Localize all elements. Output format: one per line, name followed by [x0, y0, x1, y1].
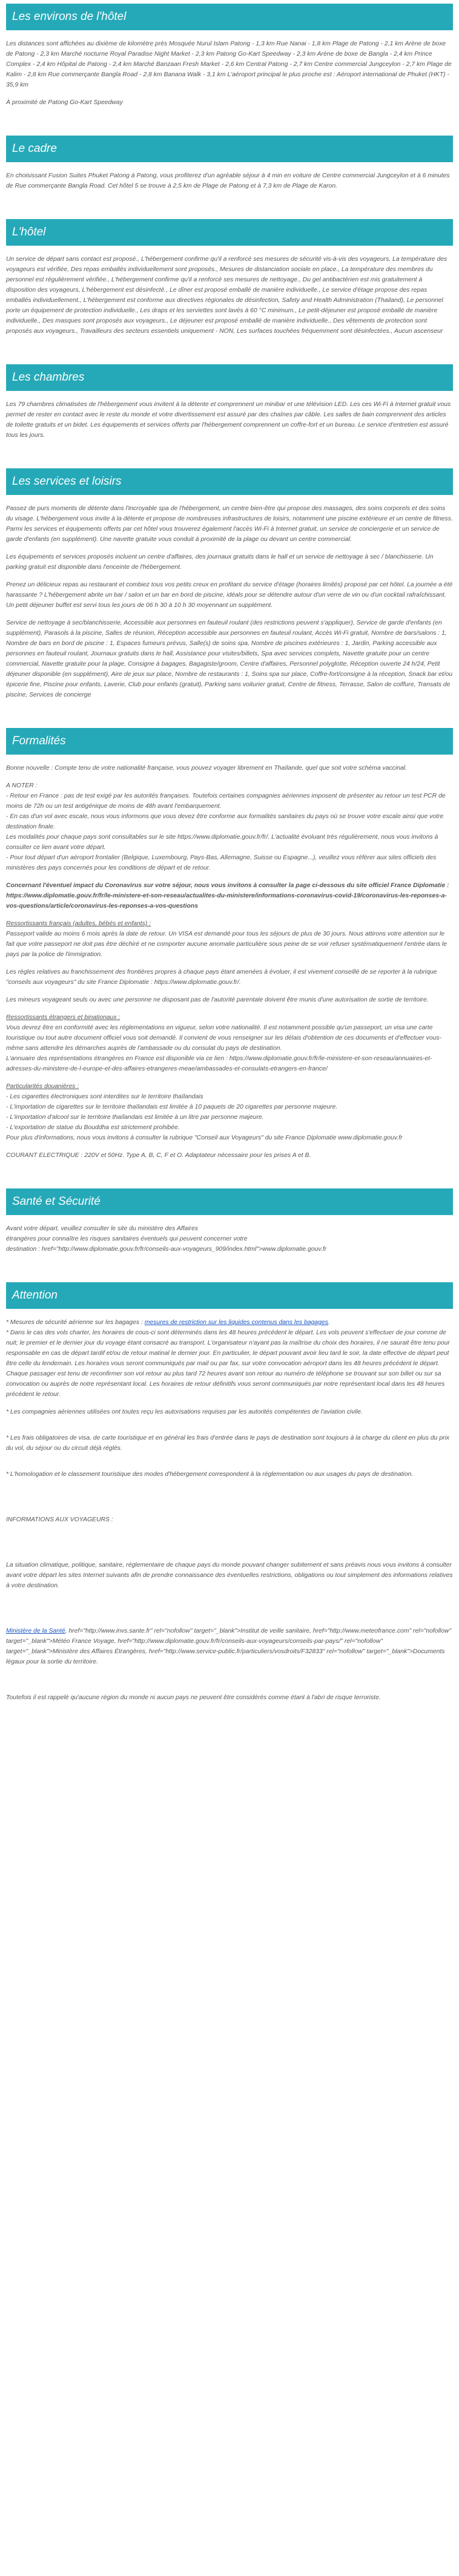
formalites-text — [6, 763, 453, 1161]
formalites-ressortissants-head: Ressortissants français (adultes, bébés et enfants) : — [6, 920, 151, 927]
attention-situation: La situation climatique, politique, sanitaire, réglementaire de chaque pays du monde pouvant changer subitement et sans préavis nous vous invitons à consulter avant votre départ les sites Internet suivants afin de prendre connaissance des éventuelles restrictions, obligations ou tout simplement des informations relatives à votre destination. — [6, 1562, 453, 1589]
section-header-cadre: Le cadre — [6, 136, 453, 162]
formalites-etrangers-head: Ressortissants étrangers et binationaux : — [6, 1014, 121, 1021]
section-header-environs: Les environs de l'hôtel — [6, 4, 453, 30]
chambres-text — [6, 399, 453, 441]
environs-proximity: À proximité de Patong Go-Kart Speedway — [6, 99, 123, 106]
section-header-formalites: Formalités — [6, 728, 453, 755]
chambres-paragraph: Les 79 chambres climatisées de l'hébergement vous invitent à la détente et comprennent un minibar et une télévision LED. Les ces Wi-Fi à Internet gratuit vous permet de rester en contact avec le reste du monde et votre divertissement est assuré par des chaînes par câble. Les salles de bain comprennent des articles de toilette gratuits et un bidet. Les équipements et services offerts par l'hébergement comprennent un coffre-fort et un bureau. Le service d'entretien est assuré tous les jours. — [6, 401, 451, 439]
formalites-douane-line: - L'importation de cigarettes sur le territoire thaïlandais est limitée à 10 paquets de 20 cigarettes par personne majeure. — [6, 1104, 338, 1110]
formalites-note — [6, 781, 453, 873]
sante-text — [6, 1224, 453, 1254]
sante-line: Avant votre départ, veuillez consulter le site du ministère des Affaires — [6, 1225, 199, 1232]
services-paragraph-1: Passez de purs moments de détente dans l'incroyable spa de l'hébergement, un centre bien-être qui propose des massages, des soins corporels et des soins du visage. L'hébergement vous invite à la détente et propose de nombreuses infrastructures de loisirs, notamment une piscine extérieure et un centre de fitness. Parmi les services et équipements offerts par cet hôtel vous trouverez également l'accès Wi-Fi à Internet gratuit, un service de conciergerie et un service de garde d'enfants (en supplément). Une navette gratuite vous conduit à proximité de la plage ou devant un centre commercial. — [6, 505, 453, 543]
liquids-restriction-link[interactable]: mesures de restriction sur les liquides contenus dans les bagages — [144, 1319, 328, 1326]
cadre-paragraph: En choisissant Fusion Suites Phuket Patong à Patong, vous profiterez d'un agréable séjour à 4 min en voiture de Centre commercial Jungceylon et à 6 minutes de Rue commerçante Bangla Road. Cet hôtel 5 se trouve à 2,5 km de Plage de Patong et à 7,3 km de Plage de Karon. — [6, 172, 450, 189]
attention-links — [6, 1626, 453, 1667]
attention-paragraph-1 — [6, 1317, 453, 1328]
formalites-douane — [6, 1081, 453, 1143]
formalites-note-line: - Retour en France : pas de test exigé par les autorités françaises. Toutefois certaines compagnies aériennes imposent de présenter au retour un test PCR de moins de 72h ou un test antigénique de moins de 48h avant l'embarquement. — [6, 793, 446, 810]
formalites-coronavirus: Concernant l'éventuel impact du Coronavirus sur votre séjour, nous vous invitons à consulter la page ci-dessous du site officiel France Diplomatie : https://www.diplomatie.gouv.fr/fr/le-ministere-et-son-reseau/actualites-du-ministere/informations-coronavirus-covid-19/coronavirus-les-reponses-a-vos-questions/article/coronavirus-les-reponses-a-vos-questions — [6, 882, 449, 909]
section-header-attention: Attention — [6, 1282, 453, 1309]
hotel-paragraph: Un service de départ sans contact est proposé., L'hébergement confirme qu'il a renforcé ses mesures de sécurité vis-à-vis des voyageurs, La température des voyageurs est vérifiée, Des repas emballés individuellement sont proposés., Mesures de distanciation sociale en place., La température des membres du personnel est régulièrement vérifiée., L'hébergement confirme qu'il a renforcé ses mesures de nettoyage., Du gel antibactérien est mis gratuitement à disposition des voyageurs, L'hébergement est désinfecté., Le dîner est proposé emballé de manière individuelle., Le service d'étage propose des repas emballés individuellement., L'hébergement est conforme aux directives régionales de désinfection, Safety and Health Administration (Thailand), Le personnel porte un équipement de protection individuelle., Les draps et les serviettes sont lavés à 60 °C minimum., Le petit-déjeuner est proposé emballé de manière individuelle., Des masques sont proposés aux voyageurs., Le déjeuner est proposé emballé de manière individuelle., Des vêtements de protection sont proposés aux voyageurs., Travailleurs des secteurs essentiels uniquement - NON, Les surfaces touchées fréquemment sont désinfectées., Aucun ascenseur — [6, 256, 447, 335]
formalites-etrangers — [6, 1012, 453, 1074]
formalites-etrangers-text: Vous devrez être en conformité avec les réglementations en vigueur, selon votre nationalité. Il est notamment possible qu'un passeport, un visa une carte touristique ou tout autre document officiel vous soit demandé. Il convient de vous renseigner sur les délais d'obtention de ces documents et d'effectuer vous-même sans attendre les démarches auprès de l'ambassade ou du consulat du pays de destination. — [6, 1024, 442, 1052]
formalites-bonne-nouvelle: Bonne nouvelle : Compte tenu de votre nationalité française, vous pouvez voyager librement en Thaïlande, quel que soit votre schéma vaccinal. — [6, 765, 407, 772]
section-header-chambres: Les chambres — [6, 364, 453, 391]
section-header-hotel: L'hôtel — [6, 219, 453, 246]
formalites-note-line: - En cas d'un vol avec escale, nous vous informons que vous devez être conforme aux formalités sanitaires du pays où se trouve votre escale ainsi que votre destination finale. — [6, 813, 444, 830]
services-text — [6, 503, 453, 700]
attention-p1-suffix: . — [328, 1319, 330, 1326]
attention-p1-prefix: * Mesures de sécurité aérienne sur les bagages : — [6, 1319, 145, 1326]
attention-paragraph-5: * L'homologation et le classement touristique des modes d'hébergement correspondent à la réglementation ou aux usages du pays de destination. — [6, 1471, 414, 1478]
formalites-note-line: - Pour tout départ d'un aéroport frontalier (Belgique, Luxembourg, Pays-Bas, Allemagne, Suisse ou Espagne...), veuillez vous référer aux sites officiels des ministères des pays concernés pour les conditions de départ et de retour. — [6, 854, 437, 871]
formalites-courant: COURANT ELECTRIQUE : 220V et 50Hz. Type A, B, C, F et O. Adaptateur nécessaire pour les prises A et B. — [6, 1152, 311, 1159]
hotel-text — [6, 254, 453, 336]
formalites-mineurs: Les mineurs voyageant seuls ou avec une personne ne disposant pas de l'autorité parentale doivent être munis d'une autorisation de sortie de territoire. — [6, 997, 429, 1003]
attention-paragraph-3: * Les compagnies aériennes utilisées ont toutes reçu les autorisations requises par les autorités compétentes de l'aviation civile. — [6, 1409, 363, 1415]
formalites-douane-line: - L'exportation de statue du Bouddha est strictement prohibée. — [6, 1124, 180, 1131]
attention-paragraph-2: * Dans le cas des vols charter, les horaires de cous-ci sont déterminés dans les 48 heures précédent le départ. Les vols peuvent s'effectuer de jour comme de nuit; le premier et le dernier jour du voyage étant consacré au transport. L'organisateur n'ayant pas la maîtrise du choix des horaires, il ne saurait être tenu pour responsable en cas de départ tardif et/ou de retour matinal le dernier jour. En particulier, le départ pouvant avoir lieu tard le soir, la date effective de départ peut être celle du lendemain. Les horaires vous seront communiqués par mail ou par fax, sur votre convocation aéroport dans les 48 heures précédent le départ. Chaque passager est tenu de reconfirmer son vol retour au plus tard 72 heures avant son retour au numéro de téléphone se trouvant sur son billet ou sur sa convocation ou auprès de notre représentant local. Les horaires de retour définitifs vous seront communiqués par notre représentant local dans les 48 heures précédent le retour. — [6, 1329, 450, 1398]
environs-text — [6, 39, 453, 108]
sante-paragraph — [6, 1224, 453, 1254]
ministere-sante-link[interactable]: Ministère de la Santé — [6, 1628, 65, 1634]
section-header-sante: Santé et Sécurité — [6, 1188, 453, 1215]
sante-line: destination : href="http://www.diplomatie.gouv.fr/fr/conseils-aux-voyageurs_909/index.html">www.diplomatie.gouv.fr — [6, 1246, 327, 1253]
formalites-regles: Les règles relatives au franchissement des frontières propres à chaque pays étant amenées à évoluer, il est vivement conseillé de se reporter à la rubrique "conseils aux voyageurs" du site France Diplomatie : https://www.diplomatie.gouv.fr/. — [6, 969, 437, 986]
formalites-note-line: Les modalités pour chaque pays sont consultables sur le site https://www.diplomatie.gouv.fr/fr/. L'actualité évoluant très régulièrement, nous vous invitons à consulter ce lien avant votre départ. — [6, 834, 438, 851]
formalites-douane-line: - Les cigarettes électroniques sont interdites sur le territoire thaïlandais — [6, 1093, 203, 1100]
formalites-ressortissants-text: Passeport valide au moins 6 mois après la date de retour. Un VISA est demandé pour tous les séjours de plus de 30 jours. Nous attirons votre attention sur le fait que votre passeport ne doit pas être déchiré et ne comporter aucune anomalie particulière sous peine de se voir refuser systématiquement l'entrée dans le pays par la police de l'immigration. — [6, 931, 447, 958]
services-paragraph-2: Les équipements et services proposés incluent un centre d'affaires, des journaux gratuits dans le hall et un service de nettoyage à sec / blanchisserie. Un parking gratuit est disponible dans l'enceinte de l'hébergement. — [6, 554, 434, 571]
services-paragraph-4: Service de nettoyage à sec/blanchisserie, Accessible aux personnes en fauteuil roulant (des restrictions peuvent s'appliquer), Service de garde d'enfants (en supplément), Parasols à la piscine, Salles de réunion, Réception accessible aux personnes en fauteuil roulant, Accès Wi-Fi gratuit, Nombre de bars/salons : 1, Nombre de bars en bord de piscine : 1, Espaces fumeurs prévus, Salle(s) de soins spa, Nombre de piscines extérieures : 1, Jardin, Parking accessible aux personnes en fauteuil roulant, Journaux gratuits dans le hall, Assistance pour visites/billets, Spa avec services complets, Navette gratuite pour un centre commercial, Navette gratuite pour la plage, Consigne à bagages, Bagagiste/groom, Centre d'affaires, Personnel polyglotte, Réception ouverte 24 h/24, Petit déjeuner disponible (en supplément), Aire de jeux sur place, Nombre de restaurants : 1, Soins spa sur place, Coffre-fort/consigne à la réception, Snack bar et/ou épicerie fine, Piscine pour enfants, Laverie, Club pour enfants (gratuit), Parking sans voiturier gratuit, Centre de fitness, Terrasse, Salon de coiffure, Transats de piscine, Services de concierge — [6, 620, 453, 698]
environs-distances: Les distances sont affichées au dixième de kilomètre près Mosquée Nurul Islam Patong - 1,3 km Rue Nanai - 1,8 km Plage de Patong - 2,1 km Arène de boxe de Patong - 2,3 km Marché nocturne Royal Paradise Night Market - 2,3 km Patong Go-Kart Speedway - 2,3 km Arène de boxe de Bangla - 2,4 km Prince Complex - 2,4 km Hôpital de Patong - 2,4 km Marché Banzaan Fresh Market - 2,6 km Central Patong - 2,7 km Centre commercial Jungceylon - 2,7 km Plage de Kalim - 2,8 km Rue commerçante Bangla Road - 2,8 km Banana Walk - 3,1 km L'aéroport principal le plus proche est : Aéroport international de Phuket (HKT) - 35,9 km — [6, 41, 452, 88]
services-paragraph-3: Prenez un délicieux repas au restaurant et combiez tous vos petits creux en profitant du service d'étage (horaires limités) proposé par cet hôtel. La journée a été harassante ? L'hébergement abrite un bar / salon et un bar en bord de piscine, idéals pour se détendre autour d'un verre de vin ou d'un cocktail rafraîchissant. Un petit déjeuner buffet est servi tous les jours de 06 h 30 à 10 h 30 moyennant un supplément. — [6, 582, 453, 609]
formalites-douane-line: Pour plus d'informations, nous vous invitons à consulter la rubrique "Conseil aux Voyageurs" du site France Diplomatie www.diplomatie.gouv.fr — [6, 1135, 403, 1141]
section-header-services: Les services et loisirs — [6, 468, 453, 495]
cadre-text — [6, 171, 453, 191]
attention-paragraph-4: * Les frais obligatoires de visa, de carte touristique et en général les frais d'entrée dans le pays de destination sont toujours à la charge du client en plus du prix du vol, du séjour ou du circuit déjà réglés. — [6, 1435, 450, 1452]
attention-info-head: INFORMATIONS AUX VOYAGEURS : — [6, 1516, 113, 1523]
attention-links-rest: , href="http://www.invs.sante.fr" rel="nofollow" target="_blank">Institut de veille sanitaire, href="http://www.meteofrance.com" rel="nofollow" target="_blank">Météo France Voyage, href="http://www.diplomatie.gouv.fr/fr/conseils-aux-voyageurs/conseils-par-pays/" rel="nofollow" target="_blank">Ministère des Affaires Étrangères, href="http://www.service-public.fr/particuliers/vosdroits/F32833" rel="nofollow" target="_blank">Documents légaux pour la sortie du territoire. — [6, 1628, 452, 1665]
sante-line: étrangères pour connaître les risques sanitaires éventuels qui peuvent concerner votre — [6, 1236, 248, 1242]
formalites-douane-line: - L'importation d'alcool sur le territoire thaïlandais est limitée à un litre par personne majeure. — [6, 1114, 264, 1121]
attention-text — [6, 1317, 453, 1703]
formalites-note-head: A NOTER : — [6, 782, 38, 789]
attention-footer: Toutefois il est rappelé qu'aucune région du monde ni aucun pays ne peuvent être considérés comme étant à l'abri de risque terroriste. — [6, 1694, 381, 1701]
formalites-ressortissants — [6, 919, 453, 960]
formalites-annuaire: L'annuaire des représentations étrangères en France est disponible via ce lien : https://www.diplomatie.gouv.fr/fr/le-ministere-et-son-reseau/annuaires-et-adresses-du-ministere-de-l-europe-et-des-affaires-etrangeres-meae/ambassades-et-consulats-etrangers-en-france/ — [6, 1055, 432, 1072]
formalites-douane-head: Particularités douanières : — [6, 1083, 79, 1090]
